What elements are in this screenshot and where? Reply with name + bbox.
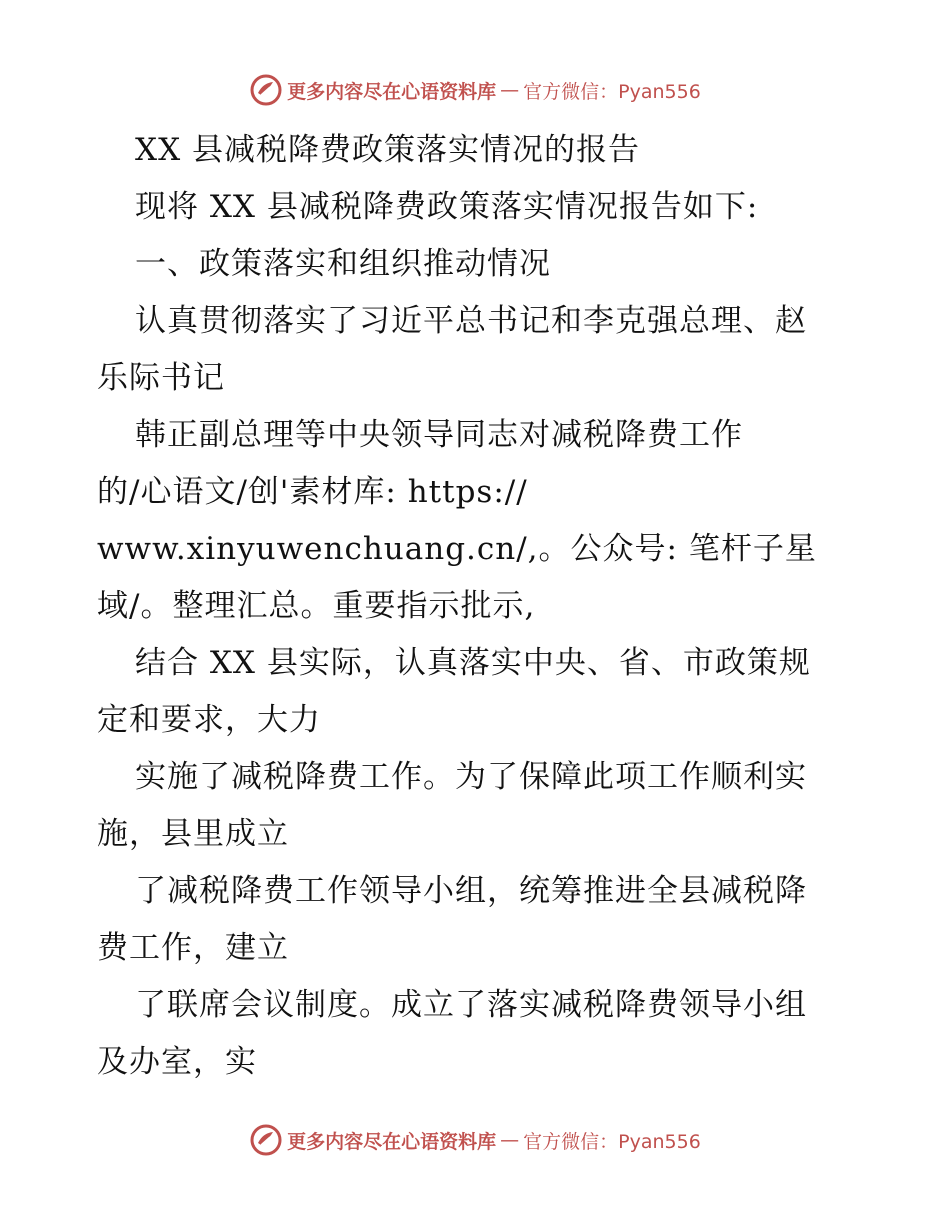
document-title: XX 县减税降费政策落实情况的报告 xyxy=(135,132,640,168)
paragraph-line: 现将 XX 县减税降费政策落实情况报告如下: xyxy=(135,189,759,225)
logo-icon xyxy=(249,73,283,107)
header-brand-text: 更多内容尽在心语资料库 xyxy=(287,80,497,103)
document-body xyxy=(97,122,867,1091)
paragraph-line: 实施了减税降费工作。为了保障此项工作顺利实 xyxy=(135,759,807,795)
paragraph-line: 域/。整理汇总。重要指示批示, xyxy=(97,588,536,624)
paragraph-line: 认真贯彻落实了习近平总书记和李克强总理、赵 xyxy=(135,303,807,339)
header-banner xyxy=(0,70,950,110)
footer-brand-text: 更多内容尽在心语资料库 xyxy=(287,1130,497,1153)
paragraph-line: 施，县里成立 xyxy=(97,816,289,852)
footer-banner xyxy=(0,1120,950,1160)
logo-icon xyxy=(249,1123,283,1157)
paragraph-line: 结合 XX 县实际，认真落实中央、省、市政策规 xyxy=(135,645,811,681)
paragraph-line: 及办室，实 xyxy=(97,1044,257,1080)
paragraph-line: www.xinyuwenchuang.cn/,。公众号: 笔杆子星 xyxy=(97,531,817,567)
paragraph-line: 乐际书记 xyxy=(97,360,225,396)
header-wechat-text: 官方微信：Pyan556 xyxy=(523,80,701,103)
paragraph-line: 的/心语文/创'素材库: https:// xyxy=(97,474,528,510)
footer-wechat-text: 官方微信：Pyan556 xyxy=(523,1130,701,1153)
paragraph-line: 韩正副总理等中央领导同志对减税降费工作 xyxy=(135,417,743,453)
paragraph-line: 了联席会议制度。成立了落实减税降费领导小组 xyxy=(135,987,807,1023)
paragraph-line: 定和要求，大力 xyxy=(97,702,321,738)
paragraph-line: 费工作，建立 xyxy=(97,930,289,966)
footer-separator: — xyxy=(500,1129,520,1151)
paragraph-line: 一、政策落实和组织推动情况 xyxy=(135,246,551,282)
paragraph-line: 了减税降费工作领导小组，统筹推进全县减税降 xyxy=(135,873,807,909)
header-separator: — xyxy=(500,79,520,101)
